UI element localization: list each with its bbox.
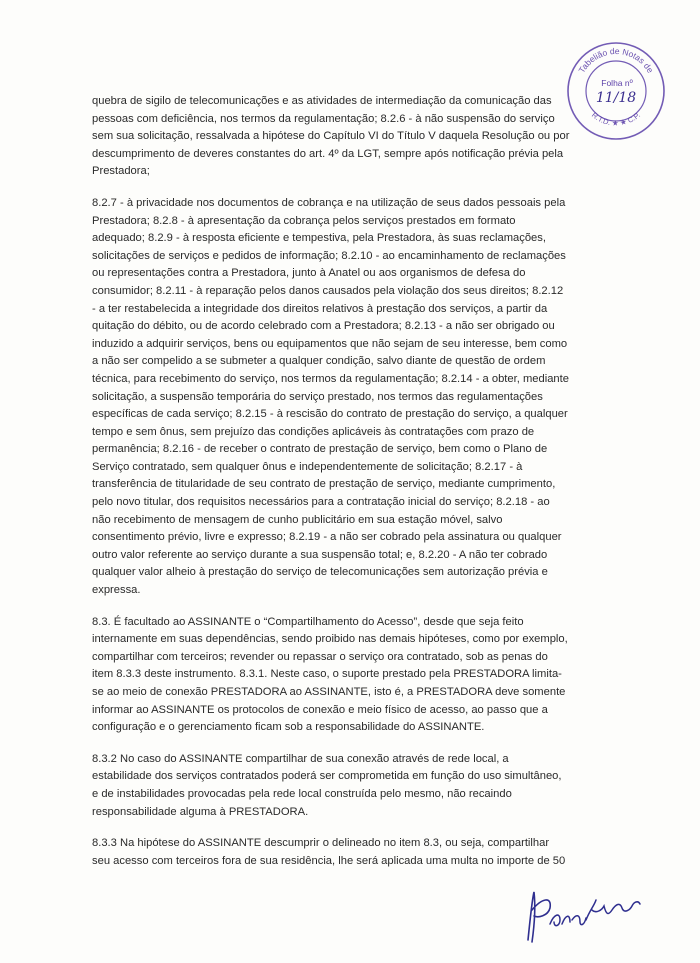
- handwritten-signature: [520, 880, 650, 950]
- stamp-folha-number: 11/18: [595, 90, 637, 106]
- stamp-ring-top: Tabelião de Notas de: [576, 45, 656, 75]
- notary-stamp: [565, 40, 667, 142]
- paragraph-8-2-7: 8.2.7 - à privacidade nos documentos de cobrança e na utilização de seus dados pessoais pela Prestadora; 8.2.8 - à apresentação da cobrança pelos serviços prestados em formato adequado; 8.2.9 - à resposta eficiente e tempestiva, pela Prestadora, às suas reclamações, solicitações de serviços e pedidos de informação; 8.2.10 - ao encaminhamento de reclamações ou representações contra a Prestadora, junto à Anatel ou aos organismos de defesa do consumidor; 8.2.11 - à reparação pelos danos causados pela violação dos seus direitos; 8.2.12 - a ter restabelecida a integridade dos direitos relativos à prestação dos serviços, a partir da quitação do débito, ou de acordo celebrado com a Prestadora; 8.2.13 - a não ser obrigado ou induzido a adquirir serviços, bens ou equipamentos que não sejam de seu interesse, bem como a não ser compelido a se submeter a qualquer condição, salvo diante de questão de ordem técnica, para recebimento do serviço, nos termos da regulamentação; 8.2.14 - a obter, mediante solicitação, a suspensão temporária do serviço prestado, nos termos das regulamentações específicas de cada serviço; 8.2.15 - à rescisão do contrato de prestação do serviço, a qualquer tempo e sem ônus, sem prejuízo das condições aplicáveis às contratações com prazo de permanência; 8.2.16 - de receber o contrato de prestação de serviço, bem como o Plano de Serviço contratado, sem qualquer ônus e independentemente de solicitação; 8.2.17 - à transferência de titularidade de seu contrato de prestação de serviço, mediante cumprimento, pelo novo titular, dos requisitos necessários para a contratação inicial do serviço; 8.2.18 - ao não recebimento de mensagem de cunho publicitário em sua estação móvel, salvo consentimento prévio, livre e expresso; 8.2.19 - a não ser cobrado pela assinatura ou qualquer outro valor referente ao serviço durante a sua suspensão total; e, 8.2.20 - A não ter cobrado qualquer valor alheio à prestação do serviço de telecomunicações sem autorização prévia e expressa.: [92, 196, 569, 597]
- stamp-folha-label: Folha nº: [601, 78, 633, 88]
- paragraph-8-3-2: 8.3.2 No caso do ASSINANTE compartilhar de sua conexão através de rede local, a estabilidade dos serviços contratados poderá ser comprometida em função do uso simultâneo, e de instabilidades provocadas pela rede local construída pelo mesmo, não recaindo responsabilidade alguma à PRESTADORA.: [92, 752, 562, 818]
- paragraph-8-3: 8.3. É facultado ao ASSINANTE o “Compartilhamento do Acesso”, desde que seja feito internamente em suas dependências, sendo proibido nas demais hipóteses, como por exemplo, compartilhar com terceiros; revender ou repassar o serviço ora contratado, sob as penas do item 8.3.3 deste instrumento. 8.3.1. Neste caso, o suporte prestado pela PRESTADORA limita-se ao meio de conexão PRESTADORA ao ASSINANTE, isto é, a PRESTADORA deve somente informar ao ASSINANTE os protocolos de conexão e meio físico de acesso, ao passo que a configuração e o gerenciamento ficam sob a responsabilidade do ASSINANTE.: [92, 615, 568, 734]
- stamp-ring-bottom: R.T.D. ★ ★ C.P.: [589, 110, 643, 128]
- paragraph-rights-continuation: quebra de sigilo de telecomunicações e as atividades de intermediação da comunicação das pessoas com deficiência, nos termos da regulamentação; 8.2.6 - à não suspensão do serviço sem sua solicitação, ressalvada a hipótese do Capítulo VI do Título V daquela Resolução ou por descumprimento de deveres constantes do art. 4º da LGT, sempre após notificação prévia pela Prestadora;: [92, 95, 570, 178]
- document-body: [92, 93, 570, 884]
- paragraph-8-3-3: 8.3.3 Na hipótese do ASSINANTE descumprir o delineado no item 8.3, ou seja, compartilhar seu acesso com terceiros fora de sua residência, lhe será aplicada uma multa no importe de 50: [92, 837, 566, 867]
